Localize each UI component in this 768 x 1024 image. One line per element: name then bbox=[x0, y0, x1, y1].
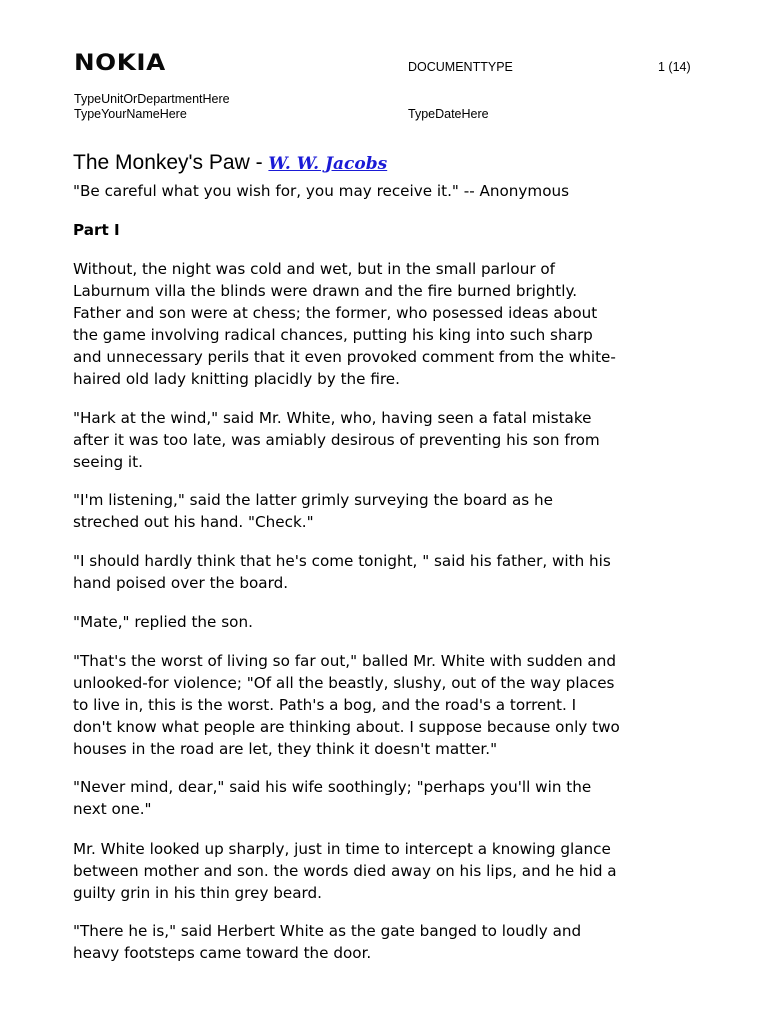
section-heading: Part I bbox=[73, 221, 120, 239]
paragraph-line: unlooked-for violence; "Of all the beastly, slushy, out of the way places bbox=[73, 674, 615, 692]
story-paragraph bbox=[73, 550, 733, 594]
paragraph-line: heavy footsteps came toward the door. bbox=[73, 944, 372, 962]
paragraph-line: Father and son were at chess; the former, who posessed ideas about bbox=[73, 304, 598, 322]
paragraph-line: haired old lady knitting placidly by the fire. bbox=[73, 370, 400, 388]
author-link[interactable]: W. W. Jacobs bbox=[268, 154, 388, 174]
paragraph-line: "I'm listening," said the latter grimly surveying the board as he bbox=[73, 491, 553, 509]
paragraph-line: seeing it. bbox=[73, 453, 143, 471]
story-paragraph bbox=[73, 838, 733, 904]
paragraph-line: "Hark at the wind," said Mr. White, who, having seen a fatal mistake bbox=[73, 409, 592, 427]
department-field: TypeUnitOrDepartmentHere bbox=[74, 92, 230, 106]
title-text: The Monkey's Paw - bbox=[73, 151, 269, 174]
story-paragraph bbox=[73, 776, 733, 820]
nokia-logo: NOKIA bbox=[74, 51, 166, 76]
story-paragraph bbox=[73, 611, 733, 633]
epigraph: "Be careful what you wish for, you may receive it." -- Anonymous bbox=[73, 182, 570, 200]
page-number: 1 (14) bbox=[658, 60, 691, 74]
paragraph-line: between mother and son. the words died away on his lips, and he hid a bbox=[73, 862, 617, 880]
paragraph-line: Mr. White looked up sharply, just in time to intercept a knowing glance bbox=[73, 840, 611, 858]
paragraph-line: streched out his hand. "Check." bbox=[73, 513, 314, 531]
paragraph-line: guilty grin in his thin grey beard. bbox=[73, 884, 322, 902]
document-type: DOCUMENTTYPE bbox=[408, 60, 513, 74]
paragraph-line: after it was too late, was amiably desirous of preventing his son from bbox=[73, 431, 600, 449]
paragraph-line: the game involving radical chances, putting his king into such sharp bbox=[73, 326, 593, 344]
paragraph-line: hand poised over the board. bbox=[73, 574, 289, 592]
paragraph-line: "Never mind, dear," said his wife soothingly; "perhaps you'll win the bbox=[73, 778, 592, 796]
story-title bbox=[73, 151, 387, 175]
paragraph-line: houses in the road are let, they think it doesn't matter." bbox=[73, 740, 498, 758]
story-paragraph bbox=[73, 489, 733, 533]
author-name-field: TypeYourNameHere bbox=[74, 107, 187, 121]
story-paragraph bbox=[73, 258, 733, 390]
story-paragraph bbox=[73, 650, 733, 760]
paragraph-line: "That's the worst of living so far out," balled Mr. White with sudden and bbox=[73, 652, 616, 670]
paragraph-line: and unnecessary perils that it even provoked comment from the white- bbox=[73, 348, 616, 366]
paragraph-line: next one." bbox=[73, 800, 152, 818]
paragraph-line: to live in, this is the worst. Path's a bog, and the road's a torrent. I bbox=[73, 696, 577, 714]
paragraph-line: "Mate," replied the son. bbox=[73, 613, 253, 631]
date-field: TypeDateHere bbox=[408, 107, 489, 121]
paragraph-line: "I should hardly think that he's come tonight, " said his father, with his bbox=[73, 552, 611, 570]
story-paragraph bbox=[73, 920, 733, 964]
story-paragraph bbox=[73, 407, 733, 473]
paragraph-line: "There he is," said Herbert White as the gate banged to loudly and bbox=[73, 922, 582, 940]
paragraph-line: Laburnum villa the blinds were drawn and the fire burned brightly. bbox=[73, 282, 578, 300]
paragraph-line: Without, the night was cold and wet, but in the small parlour of bbox=[73, 260, 556, 278]
paragraph-line: don't know what people are thinking about. I suppose because only two bbox=[73, 718, 620, 736]
